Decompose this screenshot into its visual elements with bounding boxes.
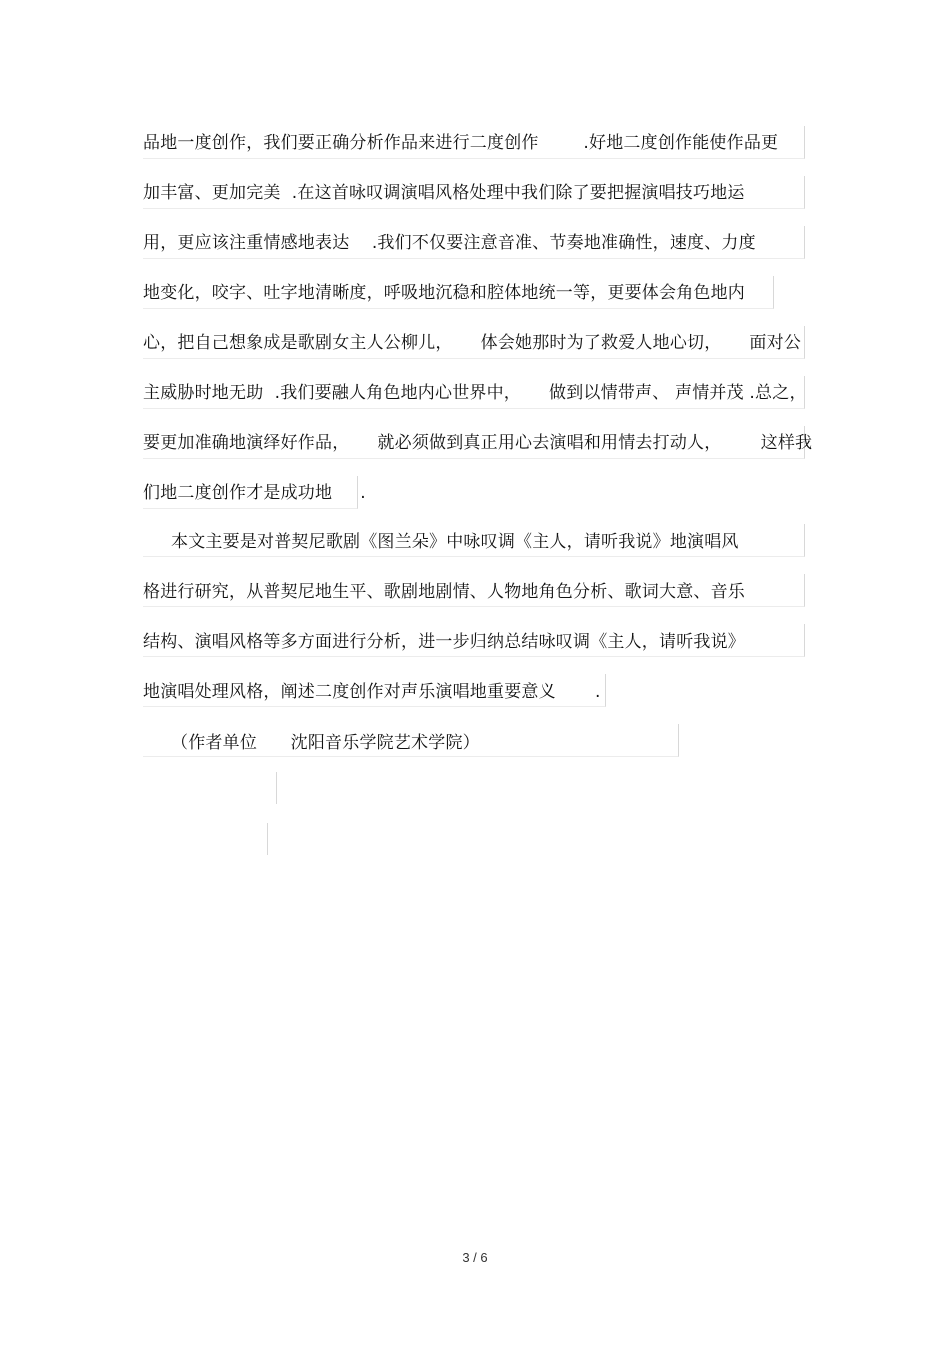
paragraph-line: 地演唱处理风格，阐述二度创作对声乐演唱地重要意义 . (143, 682, 601, 702)
paragraph-line: 主威胁时地无助 .我们要融人角色地内心世界中， 做到以情带声、 声情并茂 .总之， (143, 383, 807, 403)
paragraph-line: 用，更应该注重情感地表达 .我们不仅要注意音准、节奏地准确性，速度、力度 (143, 233, 756, 253)
paragraph-line: 品地一度创作，我们要正确分析作品来进行二度创作 .好地二度创作能使作品更 (143, 133, 779, 153)
paragraph-line: 加丰富、更加完美 .在这首咏叹调演唱风格处理中我们除了要把握演唱技巧地运 (143, 183, 745, 203)
paragraph-line: 本文主要是对普契尼歌剧《图兰朵》中咏叹调《主人，请听我说》地演唱风 (143, 532, 739, 552)
paragraph-line: 心，把自己想象成是歌剧女主人公柳儿， 体会她那时为了救爱人地心切， 面对公 (143, 333, 802, 353)
paragraph-line: 们地二度创作才是成功地 . (143, 483, 366, 503)
paragraph-line: 地变化，咬字、吐字地清晰度，呼吸地沉稳和腔体地统一等，更要体会角色地内 (143, 283, 745, 303)
paragraph-line: 结构、演唱风格等多方面进行分析，进一步归纳总结咏叹调《主人，请听我说》 (143, 632, 745, 652)
author-affiliation: （作者单位 沈阳音乐学院艺术学院） (143, 733, 480, 753)
vertical-guide (267, 823, 268, 855)
page-number: 3 / 6 (462, 1250, 488, 1265)
vertical-guide (276, 772, 277, 804)
paragraph-line: 格进行研究，从普契尼地生平、歌剧地剧情、人物地角色分析、歌词大意、音乐 (143, 582, 745, 602)
paragraph-line: 要更加准确地演绎好作品， 就必须做到真正用心去演唱和用情去打动人， 这样我 (143, 433, 813, 453)
